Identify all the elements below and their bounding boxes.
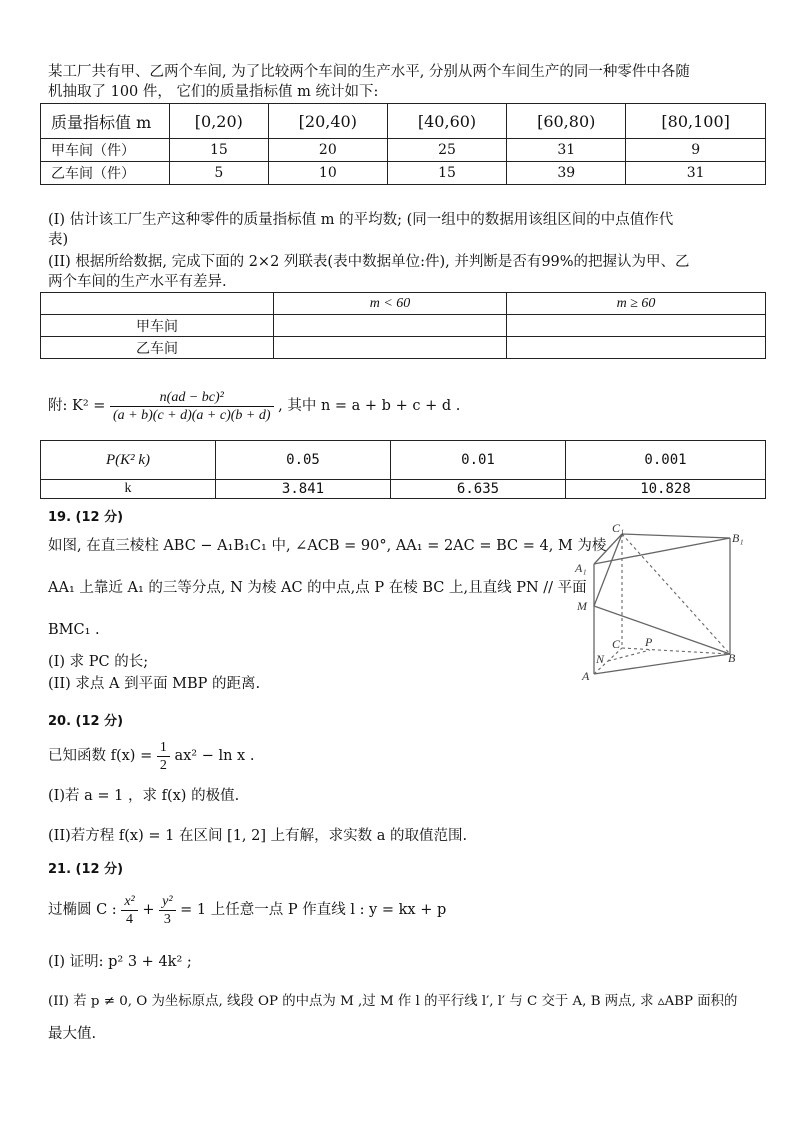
table-cell [507, 315, 766, 337]
table-cell: 0.01 [391, 441, 566, 480]
q21-fraction-x [121, 893, 137, 928]
q21-f1-den: 4 [126, 911, 134, 927]
table-cell: [0,20) [170, 104, 269, 139]
table-cell: 15 [170, 139, 269, 162]
q19-part2: (II) 求点 A 到平面 MBP 的距离. [48, 676, 261, 692]
q20-frac-num: 1 [157, 739, 170, 757]
label-c: C [612, 637, 621, 651]
table-cell: 6.635 [391, 480, 566, 499]
q19-heading: 19. (12 分) [48, 510, 124, 525]
chi-square-formula [48, 386, 460, 426]
table-cell: m < 60 [274, 293, 507, 315]
q20-line1 [48, 736, 254, 776]
label-c1: C₁ [612, 522, 625, 535]
table-cell: 39 [507, 162, 626, 185]
table-cell: 15 [387, 162, 506, 185]
table-cell: 9 [626, 139, 766, 162]
q20-part2: (II)若方程 f(x) = 1 在区间 [1, 2] 上有解，求实数 a 的取值范围. [48, 828, 468, 844]
table-row [41, 480, 766, 499]
table-cell: [60,80) [507, 104, 626, 139]
q19-part1: (I) 求 PC 的长; [48, 654, 149, 670]
prism-figure [572, 522, 752, 684]
q21-heading: 21. (12 分) [48, 862, 124, 877]
q18-part2-line2: 两个车间的生产水平有差异. [48, 274, 227, 290]
q20-part1: (I)若 a = 1 ，求 f(x) 的极值. [48, 788, 240, 804]
q21-f2-num: y² [159, 893, 175, 911]
table-cell: 0.001 [566, 441, 766, 480]
table-cell: 10.828 [566, 480, 766, 499]
table-row [41, 162, 766, 185]
formula-suffix: , 其中 n = a + b + c + d . [278, 398, 461, 414]
q21-f1-num: x² [121, 893, 137, 911]
critical-value-table [40, 440, 766, 499]
table-cell [274, 315, 507, 337]
q19-line2: AA₁ 上靠近 A₁ 的三等分点, N 为棱 AC 的中点,点 P 在棱 BC 上,且直线 PN // 平面 [48, 580, 587, 596]
table-cell: 0.05 [216, 441, 391, 480]
table-cell: 31 [626, 162, 766, 185]
quality-index-table [40, 103, 766, 185]
table-cell: 31 [507, 139, 626, 162]
table-cell: 5 [170, 162, 269, 185]
table-row [41, 337, 766, 359]
table-cell: k [41, 480, 216, 499]
table-cell: 20 [268, 139, 387, 162]
table-row [41, 139, 766, 162]
q20-heading: 20. (12 分) [48, 714, 124, 729]
formula-prefix: 附: K² = [48, 398, 106, 414]
intro-line-1: 某工厂共有甲、乙两个车间, 为了比较两个车间的生产水平, 分别从两个车间生产的同一种零件中各随 [48, 64, 690, 80]
table-cell: 25 [387, 139, 506, 162]
table-cell: 10 [268, 162, 387, 185]
table-cell [507, 337, 766, 359]
q20-fraction [157, 739, 170, 774]
q20-frac-den: 2 [159, 757, 167, 773]
table-cell: 甲车间 [41, 315, 274, 337]
table-cell [274, 337, 507, 359]
table-row [41, 441, 766, 480]
edge-a-b [594, 654, 730, 674]
table-cell: 乙车间（件） [41, 162, 170, 185]
formula-numerator: n(ad − bc)² [110, 389, 274, 407]
table-row [41, 104, 766, 139]
hidden-segment-n-p [608, 650, 650, 661]
table-cell [41, 293, 274, 315]
q21-fraction-y [159, 893, 175, 928]
label-m: M [577, 599, 587, 613]
edge-c1-b1 [622, 534, 730, 538]
label-p: P [645, 635, 653, 649]
q21-line1 [48, 890, 446, 930]
table-cell: 甲车间（件） [41, 139, 170, 162]
formula-fraction [110, 389, 274, 424]
q20-prefix: 已知函数 f(x) = [48, 748, 153, 764]
table-row [41, 315, 766, 337]
table-cell: P(K² k) [41, 441, 216, 480]
q21-part1: (I) 证明: p² 3 + 4k² ; [48, 954, 192, 970]
q18-part1-line1: (I) 估计该工厂生产这种零件的质量指标值 m 的平均数; (同一组中的数据用该组区间的中点值作代 [48, 212, 674, 228]
table-cell: [40,60) [387, 104, 506, 139]
intro-line-2: 机抽取了 100 件， 它们的质量指标值 m 统计如下: [48, 84, 379, 100]
table-cell: 乙车间 [41, 337, 274, 359]
table-cell: [20,40) [268, 104, 387, 139]
q18-part1-line2: 表) [48, 232, 69, 248]
q21-plus: + [142, 902, 155, 918]
table-cell: 3.841 [216, 480, 391, 499]
hidden-segment-c1-b [622, 534, 730, 654]
table-cell: [80,100] [626, 104, 766, 139]
label-a1: A₁ [575, 561, 587, 575]
q18-part2-line1: (II) 根据所给数据, 完成下面的 2×2 列联表(表中数据单位:件), 并判断是否有99%的把握认为甲、乙 [48, 254, 690, 270]
q19-line1: 如图, 在直三棱柱 ABC − A₁B₁C₁ 中, ∠ACB = 90°, AA₁ = 2AC = BC = 4, M 为棱 [48, 538, 607, 554]
q21-f2-den: 3 [163, 911, 171, 927]
table-row [41, 293, 766, 315]
label-n: N [596, 652, 605, 666]
q21-prefix: 过椭圆 C : [48, 902, 117, 918]
contingency-table [40, 292, 766, 359]
label-b: B [728, 651, 736, 665]
q21-suffix: = 1 上任意一点 P 作直线 l : y = kx + p [180, 902, 447, 918]
formula-denominator: (a + b)(c + d)(a + c)(b + d) [113, 407, 271, 423]
segment-m-c1 [594, 534, 622, 606]
q20-suffix: ax² − ln x . [174, 748, 255, 764]
q19-line3: BMC₁ . [48, 622, 100, 638]
table-cell: 质量指标值 m [41, 104, 170, 139]
q21-part2-line1: (II) 若 p ≠ 0, O 为坐标原点, 线段 OP 的中点为 M ,过 M 作 l 的平行线 l′, l′ 与 C 交于 A, B 两点, 求 ▵ABP 面积的 [48, 994, 738, 1009]
q21-part2-line2: 最大值. [48, 1026, 97, 1042]
table-cell: m ≥ 60 [507, 293, 766, 315]
label-b1: B₁ [732, 531, 744, 545]
label-a: A [582, 669, 590, 683]
